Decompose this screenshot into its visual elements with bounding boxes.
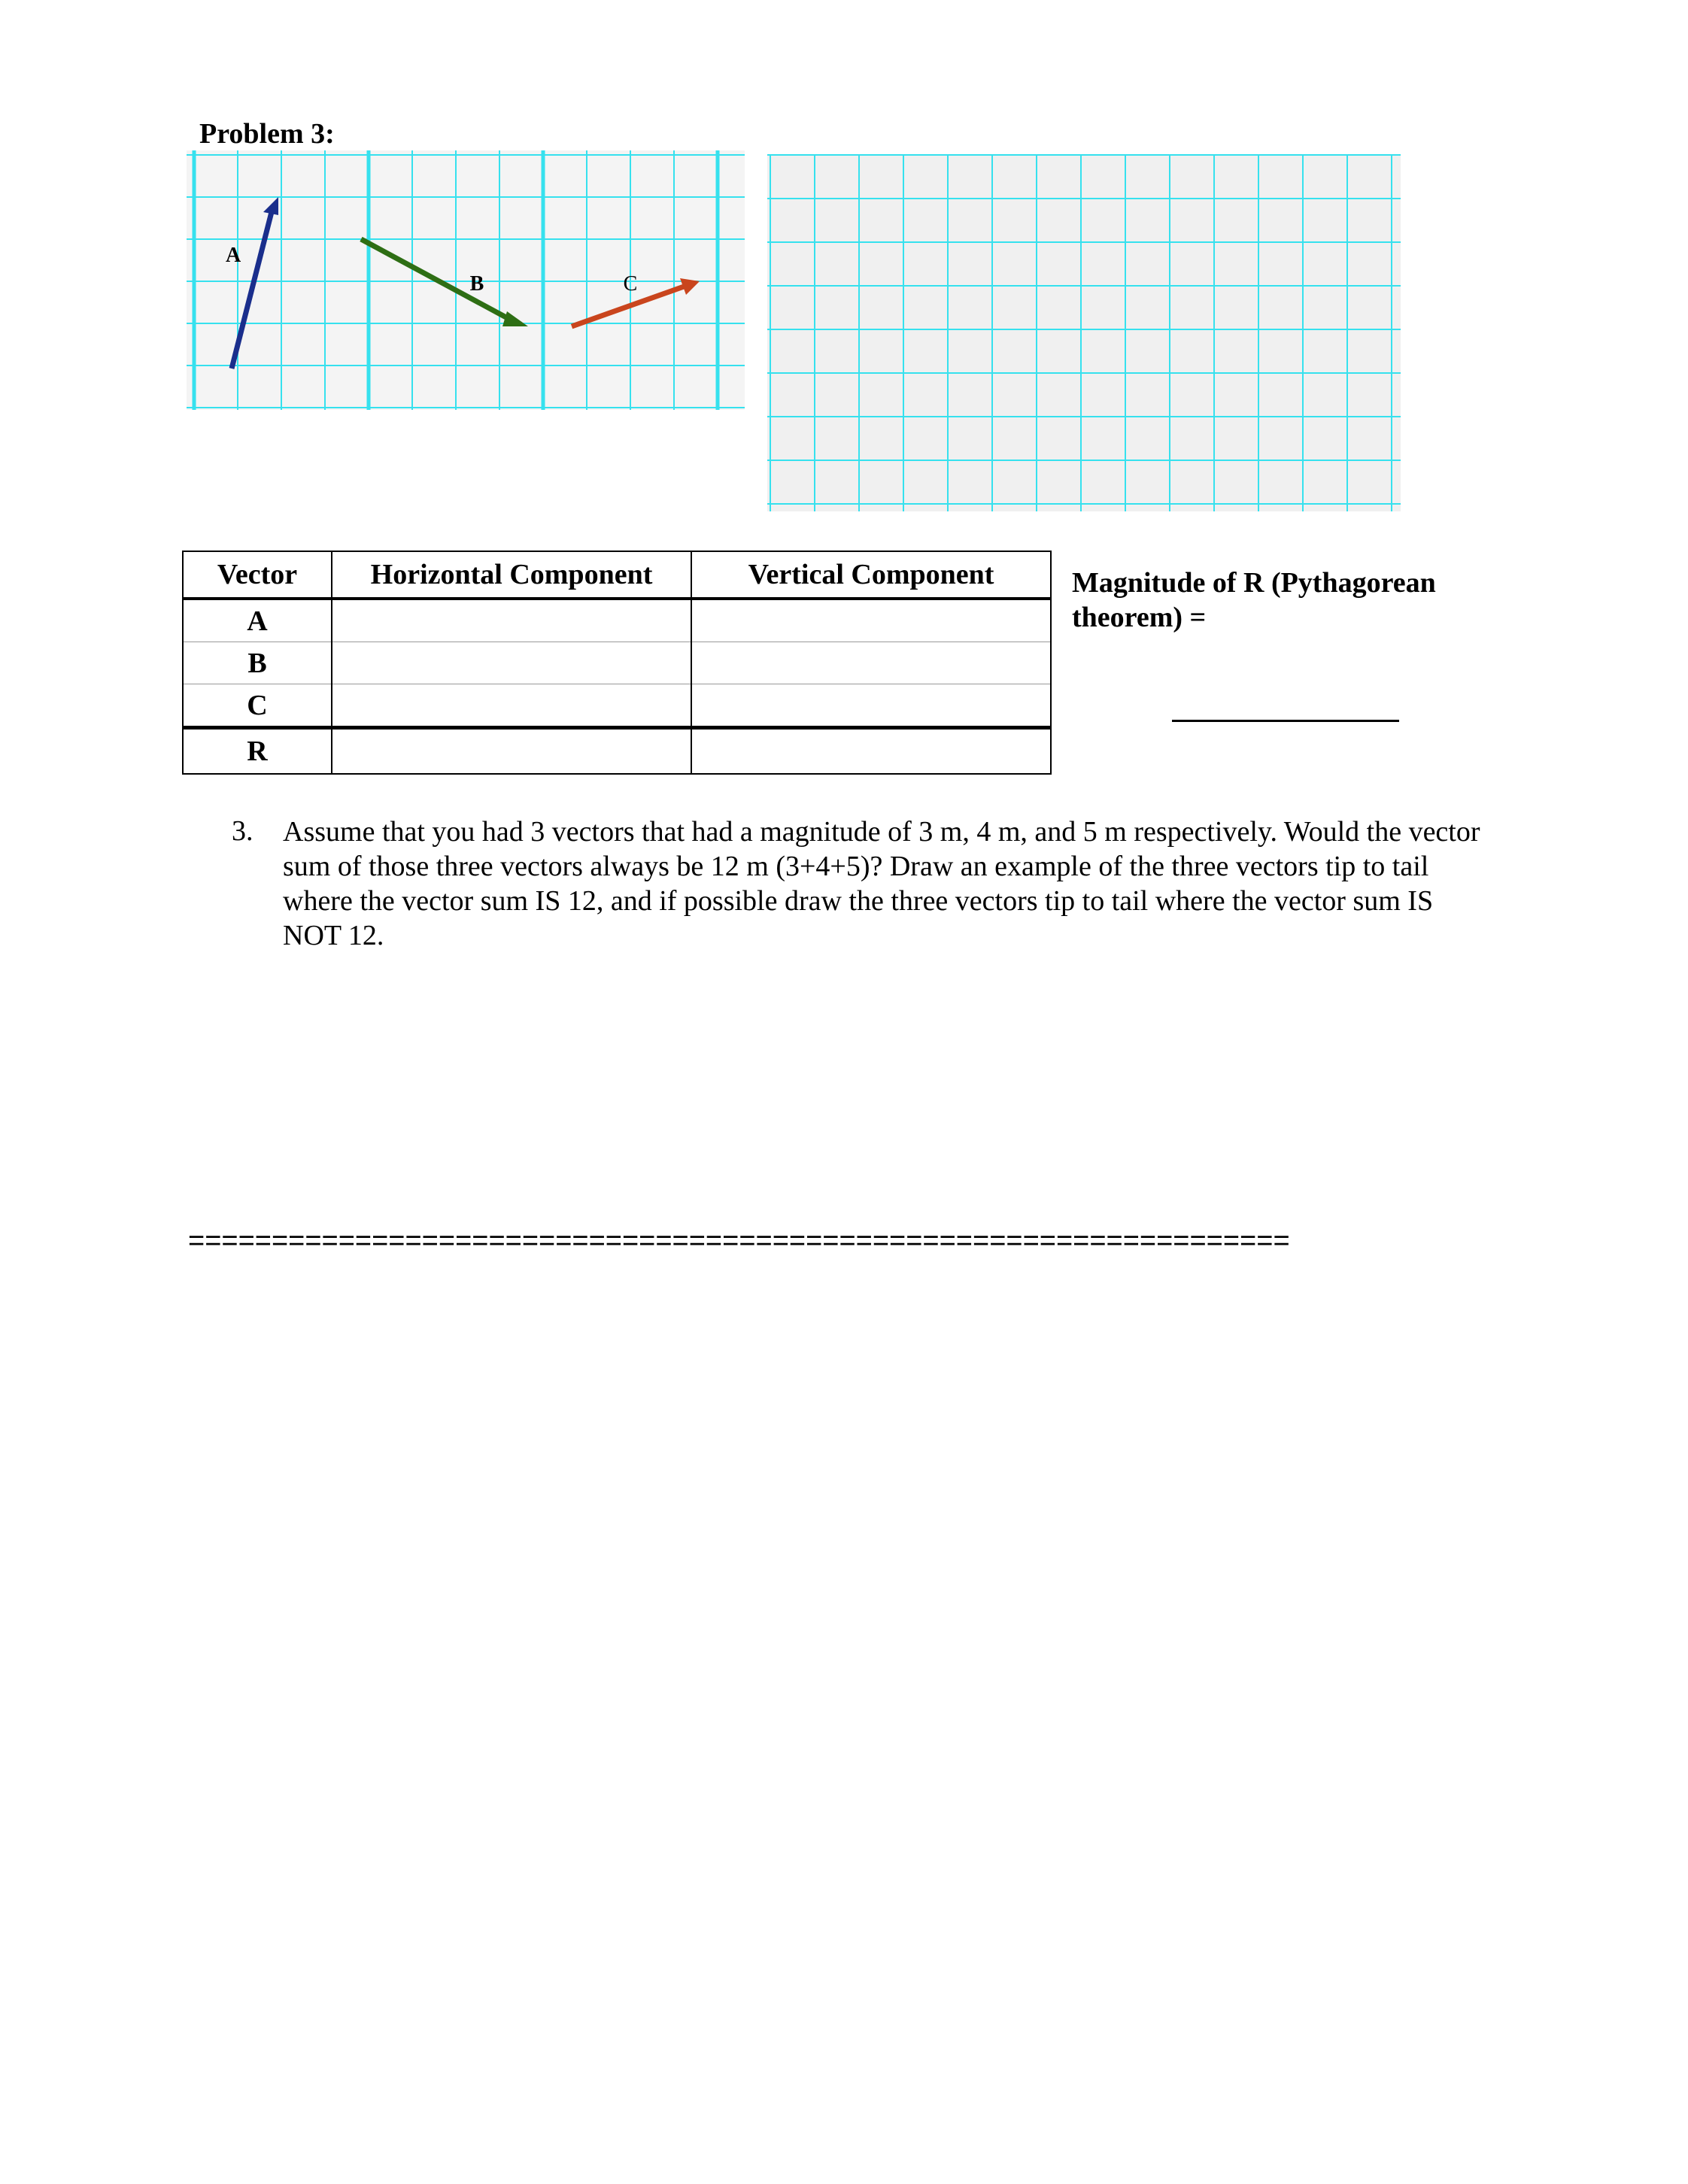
vertical-a-cell[interactable]: [691, 599, 1051, 642]
magnitude-answer-line[interactable]: [1172, 720, 1399, 722]
row-label-c: C: [183, 684, 332, 728]
section-separator: ==================================================================: [188, 1225, 1290, 1257]
problem-title: Problem 3:: [199, 118, 335, 150]
vertical-b-cell[interactable]: [691, 642, 1051, 684]
drawing-grid[interactable]: [767, 150, 1401, 511]
table-row-result: [183, 728, 1051, 775]
question-text: Assume that you had 3 vectors that had a magnitude of 3 m, 4 m, and 5 m respectively. Would the vector sum of those three vectors always be 12 m (3+4+5)? Draw an example of the three vectors tip to tail where the vector sum IS 12, and if possible draw the three vectors tip to tail where the vector sum IS NOT 12.: [283, 816, 1480, 951]
table-row: [183, 642, 1051, 684]
horizontal-r-cell[interactable]: [332, 728, 691, 775]
components-table: [182, 551, 1052, 775]
table-row: [183, 599, 1051, 642]
horizontal-c-cell[interactable]: [332, 684, 691, 728]
header-vertical: Vertical Component: [691, 551, 1051, 599]
header-vector: Vector: [183, 551, 332, 599]
header-horizontal: Horizontal Component: [332, 551, 691, 599]
vectors-grid: [187, 150, 745, 414]
vector-b-label: B: [469, 272, 484, 296]
vertical-r-cell[interactable]: [691, 728, 1051, 775]
vertical-c-cell[interactable]: [691, 684, 1051, 728]
row-label-r: R: [183, 728, 332, 775]
horizontal-b-cell[interactable]: [332, 642, 691, 684]
table-row: [183, 684, 1051, 728]
magnitude-label: Magnitude of R (Pythagorean theorem) =: [1072, 567, 1436, 633]
row-label-a: A: [183, 599, 332, 642]
vector-c-label: C: [623, 272, 638, 296]
table-header-row: [183, 551, 1051, 599]
question-number: 3.: [232, 815, 254, 847]
vector-a-label: A: [226, 244, 241, 267]
row-label-b: B: [183, 642, 332, 684]
horizontal-a-cell[interactable]: [332, 599, 691, 642]
